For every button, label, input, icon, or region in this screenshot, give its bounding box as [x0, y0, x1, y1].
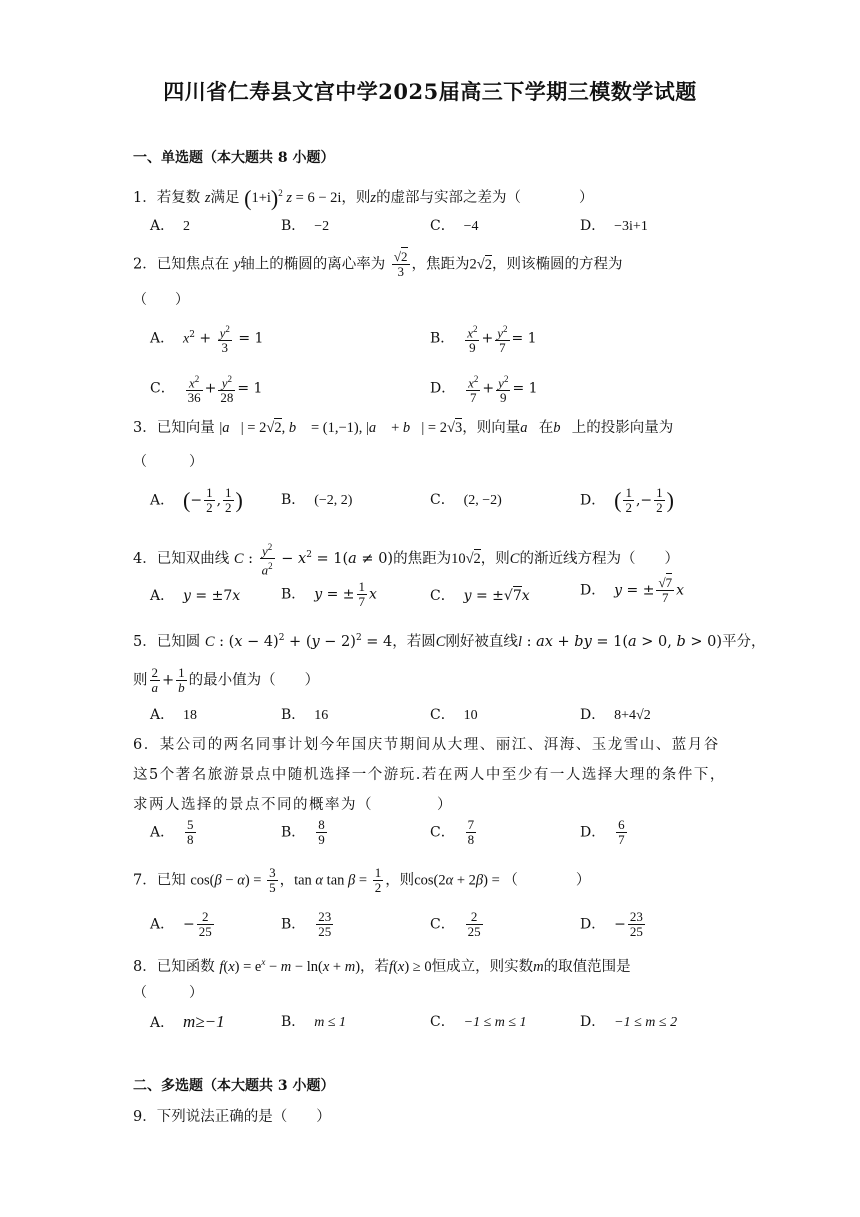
- q1-option-a: A． 2: [150, 218, 191, 234]
- q7-option-b: B． $\frac{23}{25}$: [281, 909, 332, 939]
- q4-option-b: B． y = ± $\frac{1}{7}$ x: [281, 579, 377, 609]
- q5-option-c: C． 10: [430, 707, 478, 723]
- section-multi-choice-heading: 二、多选题（本大题共 3 小题）: [133, 1078, 335, 1094]
- question-7: 7．已知 cos(β − α) = $\frac{3}{5}$ ，tan α tan β = $\frac{1}{2}$ ，则cos(2α + 2β) = （ ）: [133, 865, 591, 895]
- q1-option-d: D． −3i+1: [580, 218, 648, 234]
- q1-option-b: B． −2: [281, 218, 330, 234]
- question-8: 8．已知函数 $f(x) = e^x - m - \ln(x + m)$，若f(x) ≥ 0恒成立，则实数m的取值范围是: [133, 957, 631, 975]
- question-9: 9．下列说法正确的是（ ）: [133, 1109, 331, 1125]
- q6-option-b: B． $\frac{8}{9}$: [281, 817, 325, 847]
- question-2-answer-paren: （ ）: [133, 292, 189, 308]
- question-3-answer-paren: （ ）: [133, 454, 203, 470]
- question-3: 3．已知向量 |a⃗| = 2√2, b⃗ = (1,−1), |a⃗ + b⃗| = 2√3，则向量a⃗在b⃗上的投影向量为: [133, 420, 674, 436]
- q1-option-c: C． −4: [430, 218, 479, 234]
- q7-option-d: D． − $\frac{23}{25}$: [580, 909, 643, 939]
- page-title: 四川省仁寿县文宫中学2025届高三下学期三模数学试题: [163, 79, 697, 104]
- q2-option-d: D． $\frac{x^2}{7}$ + $\frac{y^2}{9}$ = 1: [430, 374, 538, 406]
- q3-option-d: D． ( $\frac{1}{2}$ ,− $\frac{1}{2}$ ): [580, 485, 674, 515]
- q4-option-a: A． y = ±7x: [150, 588, 241, 604]
- q3-option-a: A． (− $\frac{1}{2}$ , $\frac{1}{2}$ ): [150, 485, 243, 515]
- q2-option-b: B． $\frac{x^2}{9}$ + $\frac{y^2}{7}$ = 1: [430, 324, 537, 356]
- q3-option-c: C． (2, −2): [430, 492, 502, 508]
- question-4: 4．已知双曲线 C : $\frac{y^2}{a^2}$ − $x^2 = 1(a \ne 0)$的焦距为10√2，则C的渐近线方程为（ ）: [133, 542, 679, 578]
- q7-option-a: A． − $\frac{2}{25}$: [150, 909, 212, 939]
- q5-option-b: B． 16: [281, 707, 329, 723]
- question-5-line-2: 则 $\frac{2}{a}$ + $\frac{1}{b}$ 的最小值为（ ）: [133, 665, 320, 695]
- question-2: 2．已知焦点在 y轴上的椭圆的离心率为 $\frac{√2}{3}$ ，焦距为2√2，则该椭圆的方程为: [133, 249, 623, 279]
- q5-option-d: D． 8+4√2: [580, 707, 651, 723]
- q8-option-c: C． −1 ≤ m ≤ 1: [430, 1014, 527, 1030]
- question-6: 6．某公司的两名同事计划今年国庆节期间从大理、丽江、洱海、玉龙雪山、蓝月谷这5个著名旅游景点中随机选择一个游玩.若在两人中至少有一人选择大理的条件下，求两人选择的景点不同的概率为（ ）: [133, 737, 726, 813]
- question-8-answer-paren: （ ）: [133, 985, 203, 1001]
- question-1: 1．若复数 z满足 $(1+i)^2$ z = 6 − 2i，则z的虚部与实部之差为（ ）: [133, 185, 594, 211]
- question-5: 5．已知圆 C : $(x - 4)^2 + (y - 2)^2 = 4$，若圆C刚好被直线l : ax + by = 1(a > 0, b > 0)平分，: [133, 633, 766, 650]
- q8-option-d: D． −1 ≤ m ≤ 2: [580, 1014, 678, 1030]
- q8-option-b: B． m ≤ 1: [281, 1014, 346, 1030]
- q6-option-a: A． $\frac{5}{8}$: [150, 817, 194, 847]
- q6-option-c: C． $\frac{7}{8}$: [430, 817, 475, 847]
- q2-option-a: A． $x^2$ + $\frac{y^2}{3}$ = 1: [150, 324, 264, 356]
- q3-option-b: B． (−2, 2): [281, 492, 353, 508]
- q6-option-d: D． $\frac{6}{7}$: [580, 817, 625, 847]
- q4-option-c: C． y = ±√7x: [430, 588, 530, 604]
- q2-option-c: C． $\frac{x^2}{36}$ + $\frac{y^2}{28}$ = 1: [150, 374, 263, 406]
- q8-option-a: A． m≥−1: [150, 1012, 225, 1031]
- q7-option-c: C． $\frac{2}{25}$: [430, 909, 481, 939]
- section-single-choice-heading: 一、单选题（本大题共 8 小题）: [133, 150, 335, 166]
- q4-option-d: D． y = ± $\frac{√7}{7}$ x: [580, 575, 684, 605]
- q5-option-a: A． 18: [150, 707, 198, 723]
